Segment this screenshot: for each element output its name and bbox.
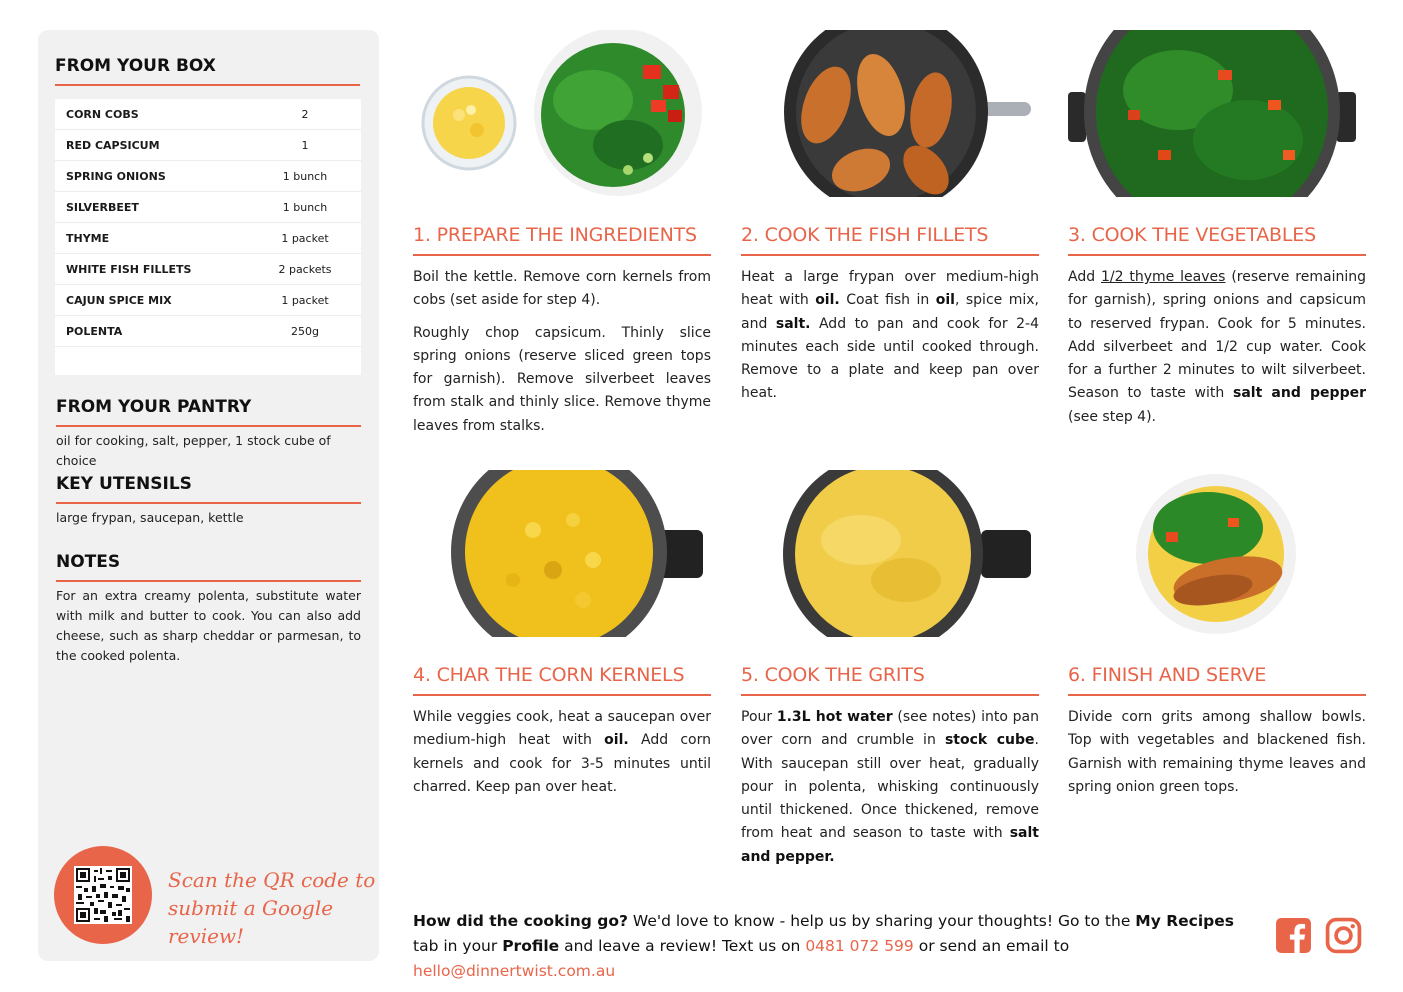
bold-run: stock cube <box>944 732 1035 749</box>
step-4-photo <box>413 470 711 637</box>
ingredient-name: THYME <box>66 231 110 245</box>
phone-link[interactable]: 0481 072 599 <box>805 937 914 955</box>
text-run: and leave a review! Text us on <box>559 937 806 955</box>
step-6-paragraph: Divide corn grits among shallow bowls. Top with vegetables and blackened fish. Garnish with remaining thyme leaves and spring onion green tops. <box>1068 709 1366 795</box>
bold-run: My Recipes <box>1135 912 1234 930</box>
pantry-heading: FROM YOUR PANTRY <box>56 397 361 427</box>
ingredient-qty: 1 bunch <box>282 200 328 214</box>
bold-run: salt. <box>775 315 811 332</box>
qr-badge <box>54 846 152 944</box>
step-3-text <box>1068 266 1366 429</box>
step-2-photo <box>741 30 1039 197</box>
table-row <box>55 161 361 192</box>
from-your-box-heading: FROM YOUR BOX <box>55 56 360 86</box>
bold-run: oil. <box>604 732 629 749</box>
step-3-photo <box>1068 30 1366 197</box>
text-run: Heat a large frypan over medium-high heat with <box>741 269 1039 309</box>
step-5-text <box>741 706 1039 869</box>
step-6-photo <box>1068 470 1366 637</box>
instagram-icon[interactable] <box>1325 917 1362 954</box>
step-6-title: 6. FINISH AND SERVE <box>1068 664 1366 696</box>
text-run: Add <box>1068 269 1101 285</box>
ingredient-name: SILVERBEET <box>66 200 139 214</box>
text-run: Pour <box>741 709 777 725</box>
ingredient-qty: 1 bunch <box>282 169 328 183</box>
bold-run: Profile <box>502 937 560 955</box>
box-ingredients-table <box>55 99 361 375</box>
sidebar <box>38 30 379 961</box>
step-2-title: 2. COOK THE FISH FILLETS <box>741 224 1039 256</box>
qr-caption-line: submit a Google review! <box>168 896 334 948</box>
text-run: Add corn kernels and cook for 3-5 minutes until charred. Keep pan over heat. <box>413 732 711 795</box>
utensils-text: large frypan, saucepan, kettle <box>56 510 244 525</box>
table-row <box>55 192 361 223</box>
text-run: Add to pan and cook for 2-4 minutes each side until cooked through. Remove to a plate and keep pan over heat. <box>741 315 1039 402</box>
qr-caption <box>168 866 379 950</box>
text-run: tab in your <box>413 937 503 955</box>
table-row <box>55 99 361 130</box>
email-link[interactable]: hello@dinnertwist.com.au <box>413 962 616 980</box>
step-5-title: 5. COOK THE GRITS <box>741 664 1039 696</box>
step-2-text <box>741 266 1039 406</box>
text-run: or send an email to <box>913 937 1070 955</box>
text-run: Coat fish in <box>839 292 936 309</box>
bold-run: oil. <box>815 292 840 309</box>
step-6-text <box>1068 706 1366 799</box>
pantry-text: oil for cooking, salt, pepper, 1 stock cube of choice <box>56 433 331 468</box>
table-row <box>55 285 361 316</box>
text-run: , spice mix, and <box>741 292 1039 332</box>
notes-text: For an extra creamy polenta, substitute water with milk and butter to cook. You can also add cheese, such as sharp cheddar or parmesan, to the cooked polenta. <box>56 588 361 663</box>
text-run: We'd love to know - help us by sharing your thoughts! Go to the <box>627 912 1136 930</box>
bold-run: salt and pepper. <box>741 825 1039 865</box>
underlined-run: 1/2 thyme leaves <box>1100 269 1226 285</box>
ingredient-name: SPRING ONIONS <box>66 169 166 183</box>
bold-run: 1.3L hot water <box>776 709 893 725</box>
ingredient-name: POLENTA <box>66 324 123 338</box>
step-4-text <box>413 706 711 799</box>
text-run: (reserve remaining for garnish), spring onions and capsicum to reserved frypan. Cook for 5 minutes. Add silverbeet and 1/2 cup water. Cook for a further 2 minutes to wilt silverbeet. Season to taste with <box>1068 269 1366 402</box>
qr-caption-line: Scan the QR code to <box>168 868 376 892</box>
qr-code-icon <box>74 866 132 924</box>
ingredient-qty: 2 <box>301 107 309 121</box>
ingredient-qty: 1 <box>301 138 309 152</box>
step-4-title: 4. CHAR THE CORN KERNELS <box>413 664 711 696</box>
ingredient-name: CAJUN SPICE MIX <box>66 293 172 307</box>
table-row <box>55 130 361 161</box>
utensils-heading: KEY UTENSILS <box>56 474 361 504</box>
ingredient-qty: 1 packet <box>281 231 329 245</box>
step-1-photo <box>413 30 711 197</box>
ingredient-qty: 1 packet <box>281 293 329 307</box>
text-run: (see step 4). <box>1068 408 1156 425</box>
step-1-text <box>413 266 711 438</box>
ingredient-name: WHITE FISH FILLETS <box>66 262 192 276</box>
step-1-title: 1. PREPARE THE INGREDIENTS <box>413 224 711 256</box>
ingredient-qty: 250g <box>291 324 319 338</box>
step-1-paragraph: Boil the kettle. Remove corn kernels from cobs (set aside for step 4). <box>413 269 711 309</box>
ingredient-qty: 2 packets <box>278 262 332 276</box>
table-row <box>55 223 361 254</box>
step-1-paragraph: Roughly chop capsicum. Thinly slice spring onions (reserve sliced green tops for garnish). Remove silverbeet leaves from stalk and thinly slice. Remove thyme leaves from stalks. <box>413 324 711 434</box>
bold-run: salt and pepper <box>1233 385 1366 402</box>
bold-run: How did the cooking go? <box>413 912 628 930</box>
text-run: (see notes) into pan over corn and crumble in <box>741 709 1039 749</box>
ingredient-name: CORN COBS <box>66 107 139 121</box>
bold-run: oil <box>935 292 955 309</box>
step-5-photo <box>741 470 1039 637</box>
notes-heading: NOTES <box>56 552 361 582</box>
text-run: While veggies cook, heat a saucepan over medium-high heat with <box>413 709 711 749</box>
ingredient-name: RED CAPSICUM <box>66 138 160 152</box>
table-row <box>55 254 361 285</box>
text-run: . With saucepan still over heat, gradually pour in polenta, whisking continuously until thickened. Once thickened, remove from heat and season to taste with <box>741 732 1039 842</box>
table-row <box>55 316 361 347</box>
review-footer <box>413 909 1263 984</box>
facebook-icon[interactable] <box>1275 917 1312 954</box>
step-3-title: 3. COOK THE VEGETABLES <box>1068 224 1366 256</box>
